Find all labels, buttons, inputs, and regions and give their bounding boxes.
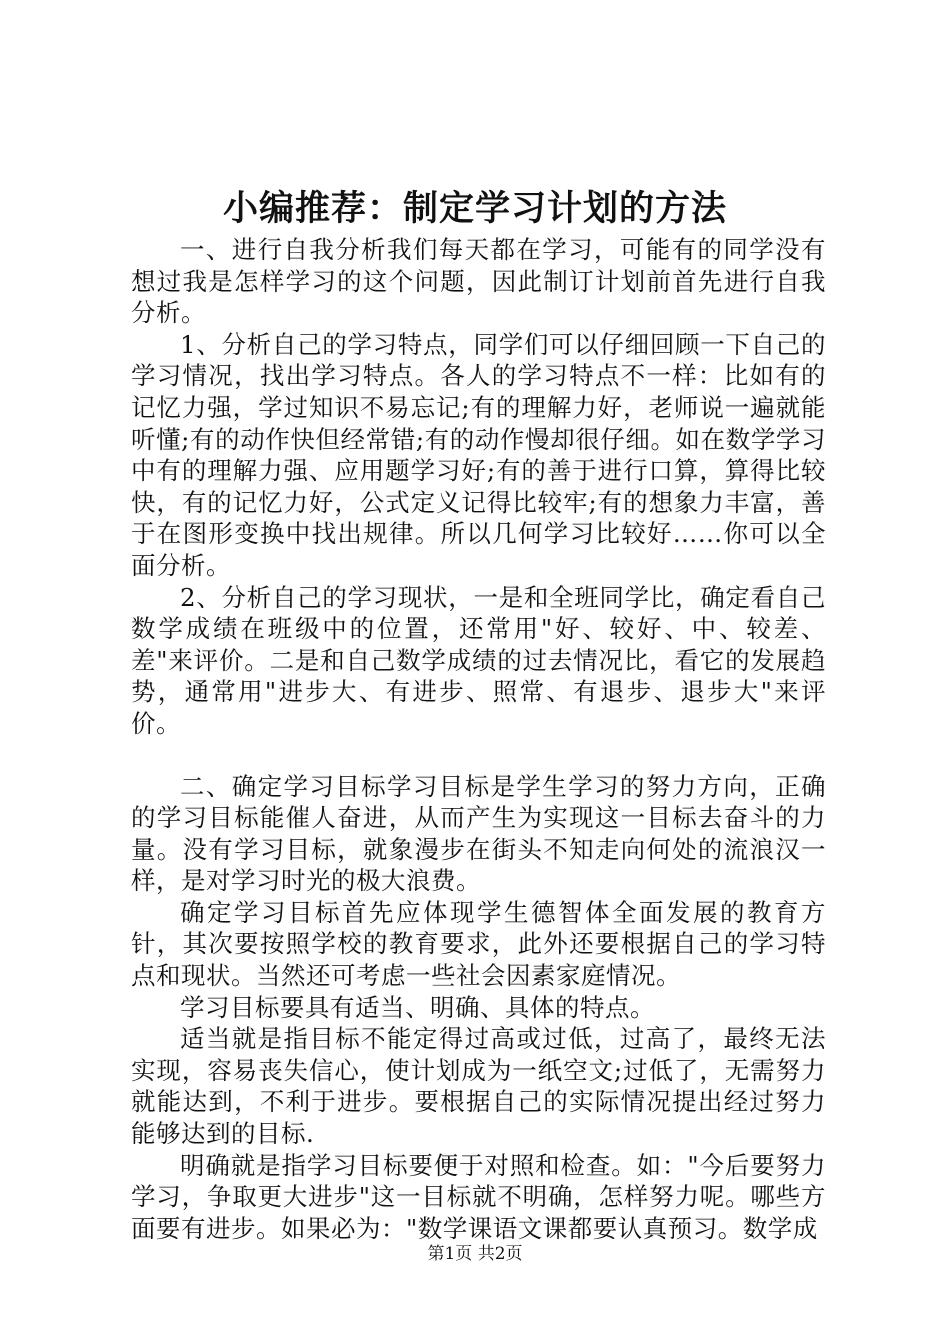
paragraph-learning-traits: 1、分析自己的学习特点，同学们可以仔细回顾一下自己的学习情况，找出学习特点。各人的学习特点不一样：比如有的记忆力强，学过知识不易忘记;有的理解力好，老师说一遍就能听懂;有的动作快但经常错;有的动作慢却很仔细。如在数学学习中有的理解力强、应用题学习好;有的善于进行口算，算得比较快，有的记忆力好，公式定义记得比较牢;有的想象力丰富，善于在图形变换中找出规律。所以几何学习比较好……你可以全面分析。 (131, 329, 826, 580)
paragraph-goal-clear: 明确就是指学习目标要便于对照和检查。如："今后要努力学习，争取更大进步"这一目标就不明确，怎样努力呢。哪些方面要有进步。如果必为："数学课语文课都要认真预习。数学成 (131, 1150, 826, 1243)
paragraph-goal-basis: 确定学习目标首先应体现学生德智体全面发展的教育方针，其次要按照学校的教育要求，此外还要根据自己的学习特点和现状。当然还可考虑一些社会因素家庭情况。 (131, 897, 826, 991)
document-title: 小编推荐：制定学习计划的方法 (222, 188, 727, 229)
paragraph-learning-status: 2、分析自己的学习现状，一是和全班同学比，确定看自己数学成绩在班级中的位置，还常用"好、较好、中、较差、差"来评价。二是和自己数学成绩的过去情况比，看它的发展趋势，通常用"进步大、有进步、照常、有退步、退步大"来评价。 (131, 582, 826, 738)
page-footer: 第1页 共2页 (427, 1244, 523, 1264)
paragraph-goal-appropriate: 适当就是指目标不能定得过高或过低，过高了，最终无法实现，容易丧失信心，使计划成为一纸空文;过低了，无需努力就能达到，不利于进步。要根据自己的实际情况提出经过努力能够达到的目标. (131, 1024, 826, 1149)
paragraph-goal-features: 学习目标要具有适当、明确、具体的特点。 (180, 992, 655, 1022)
paragraph-learning-goals: 二、确定学习目标学习目标是学生学习的努力方向，正确的学习目标能催人奋进，从而产生为实现这一目标去奋斗的力量。没有学习目标，就象漫步在街头不知走向何处的流浪汉一样，是对学习时光的极大浪费。 (131, 771, 826, 896)
document-body (131, 234, 826, 1244)
paragraph-self-analysis: 一、进行自我分析我们每天都在学习，可能有的同学没有想过我是怎样学习的这个问题，因此制订计划前首先进行自我分析。 (131, 235, 826, 328)
